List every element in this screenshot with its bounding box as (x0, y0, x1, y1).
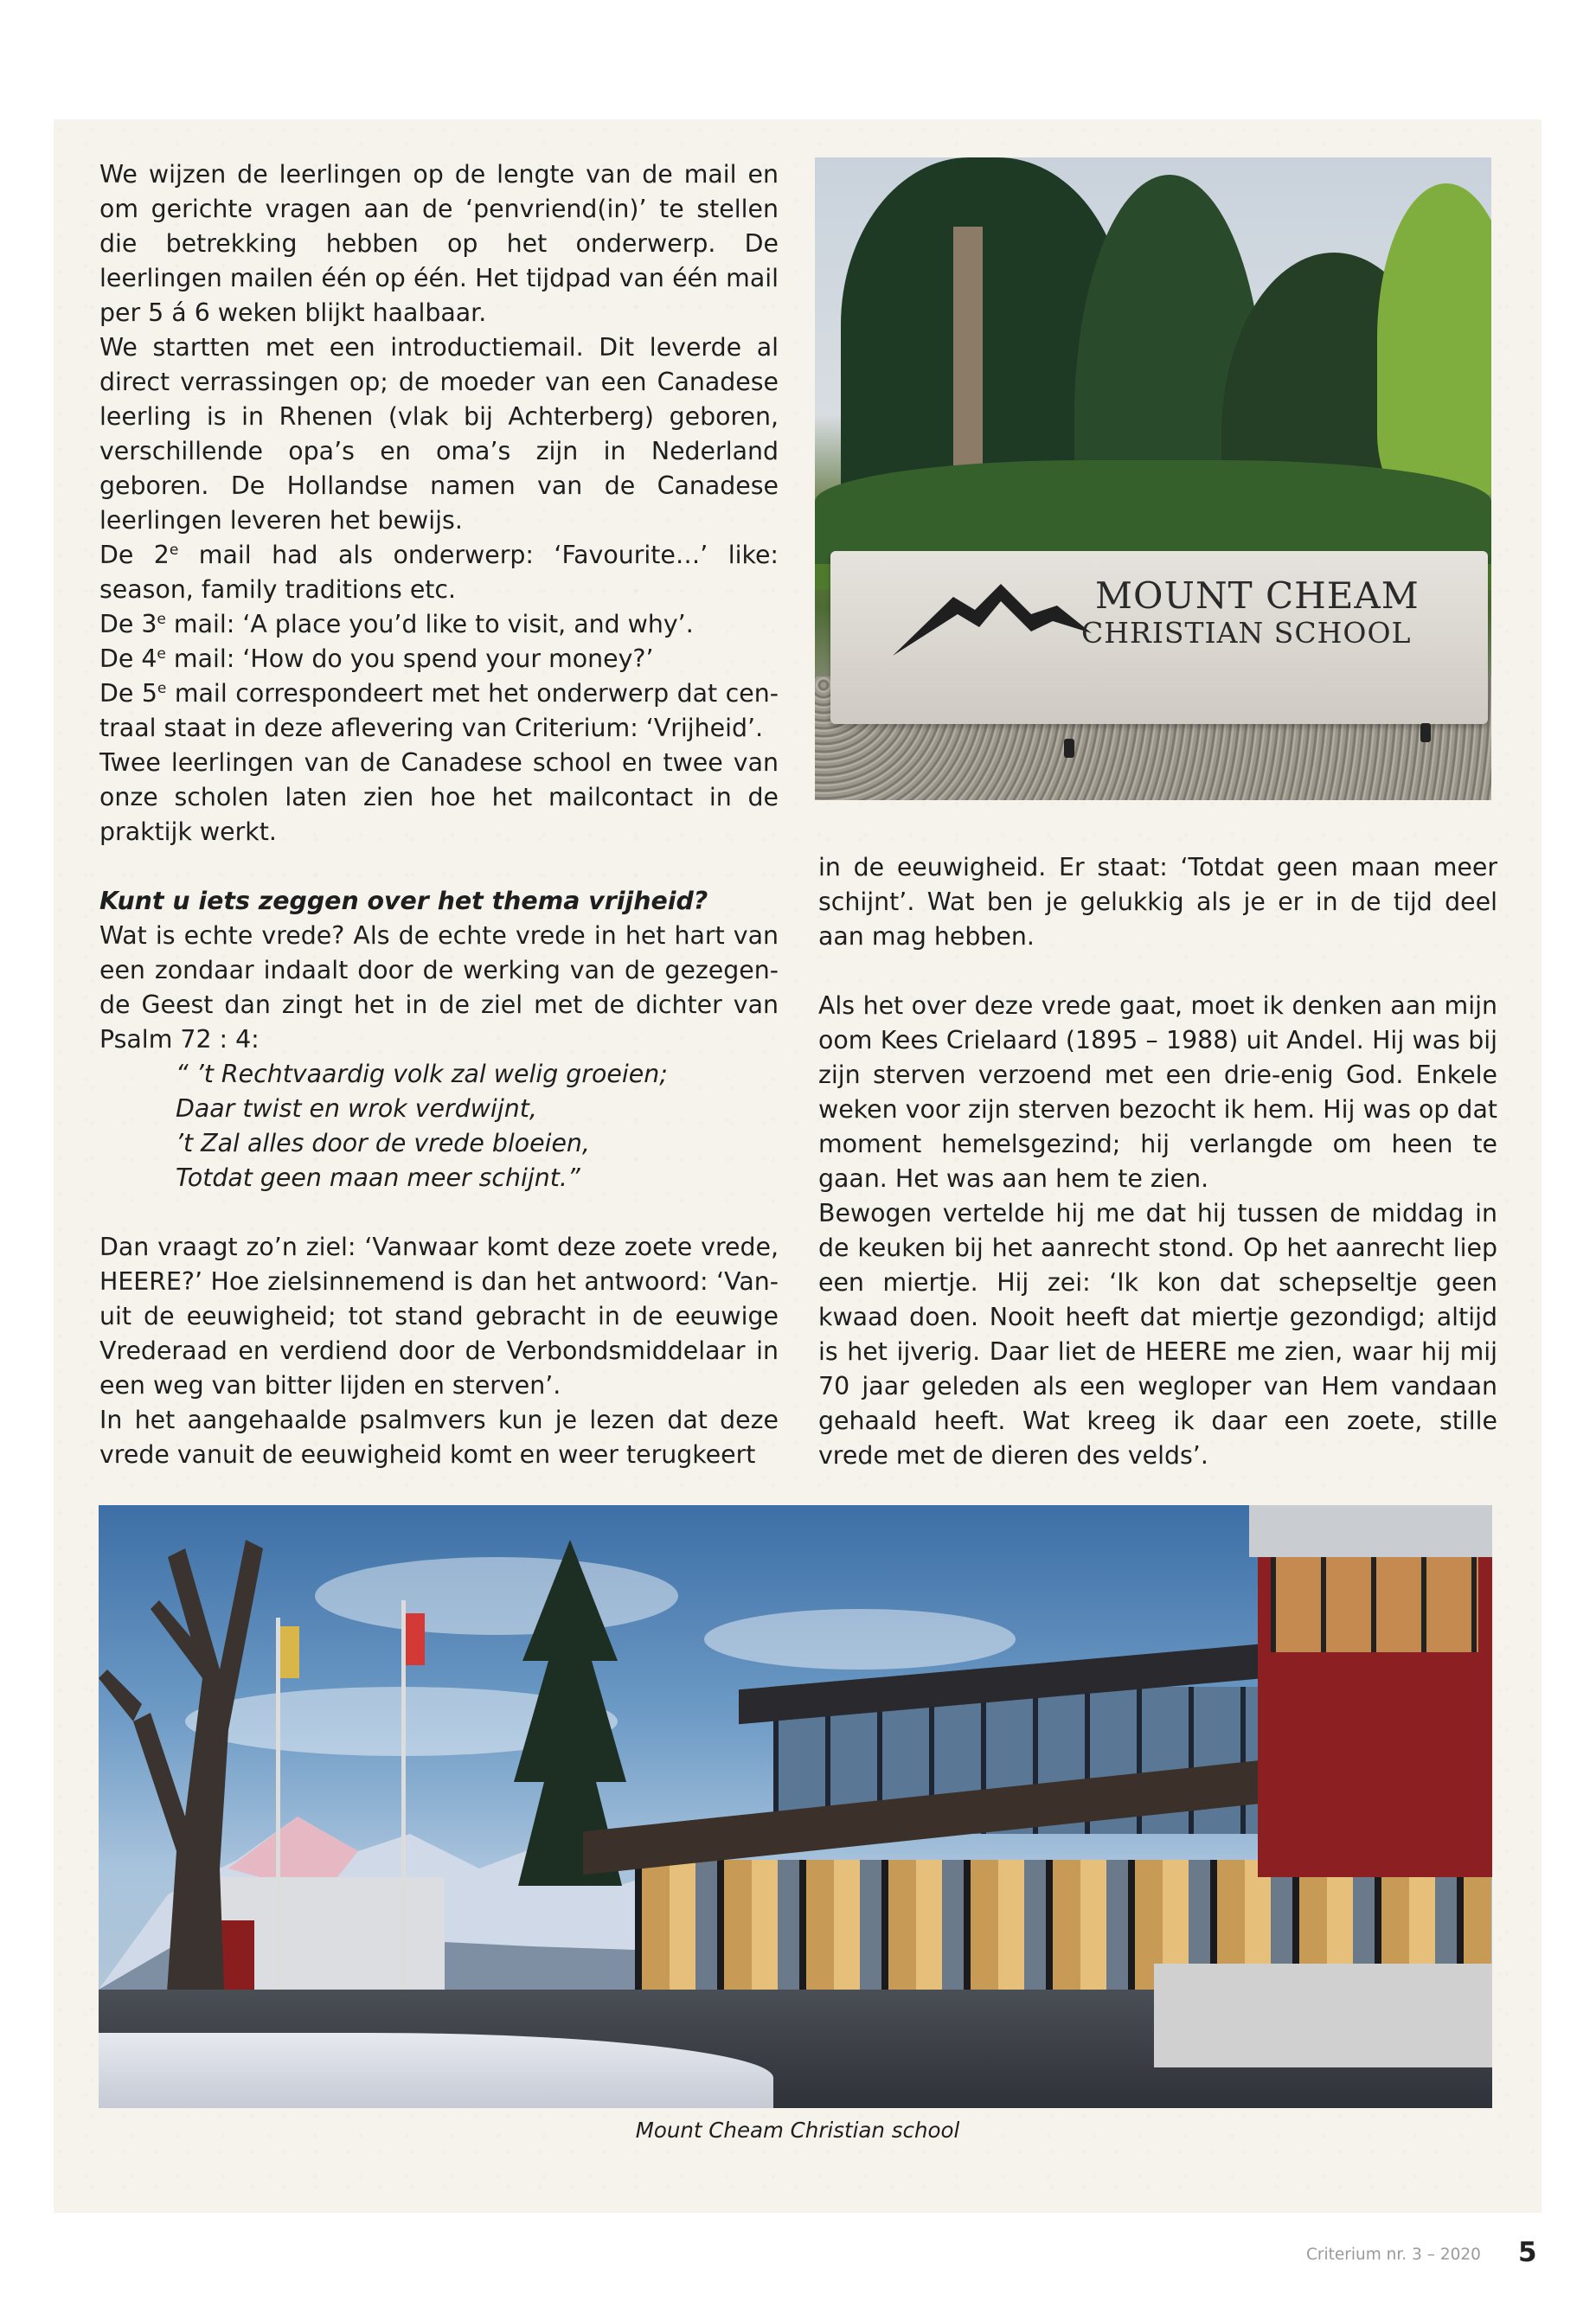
paragraph-mail-4: De 4e mail: ‘How do you spend your money?’ (99, 644, 654, 673)
paragraph-psalm: In het aangehaalde psalmvers kun je lezen dat deze vrede vanuit de eeuwigheid komt en weer terugkeert (99, 1406, 779, 1469)
photo-caption: Mount Cheam Christian school (635, 2118, 960, 2143)
paragraph-mail-2: De 2e mail had als onderwerp: ‘Favourite…’ like: season, family traditions etc. (99, 541, 779, 604)
sign-text-line2: CHRISTIAN SCHOOL (1081, 616, 1412, 650)
psalm-quote (99, 1057, 779, 1195)
paragraph-ant: Bewogen vertelde hij me dat hij tussen de middag in de keuken bij het aanrecht stond. Op het aanrecht liep een miertje. Hij zei: ‘Ik kon dat schepseltje geen kwaad doen. Nooit heeft dat miertje gezondigd; altijd is het ijverig. Daar liet de HEERE me zien, waar hij mij 70 jaar geleden als een wegloper van Hem vandaan gehaald heeft. Wat kreeg ik daar een zoete, stille vrede met de dieren des velds’. (818, 1199, 1497, 1470)
paragraph-mail-length: We wijzen de leerlingen op de lengte van de mail en om gerichte vragen aan de ‘penvriend(in)’ te stellen die betrekking hebben op het onderwerp. De leerlingen mailen één op één. Het tijdpad van één mail per 5 á 6 weken blijkt haalbaar. (99, 160, 779, 327)
publication-footer: Criterium nr. 3 – 2020 (1306, 2246, 1481, 2264)
school-sign-photo (815, 157, 1491, 800)
sign-text-line1: MOUNT CHEAM (1095, 574, 1420, 617)
paragraph-mail-3: De 3e mail: ‘A place you’d like to visit, and why’. (99, 610, 694, 638)
left-column (99, 157, 779, 1472)
paragraph-intro-mail: We startten met een introductiemail. Dit leverde al direct verrassingen op; de moeder van een Canadese leerling is in Rhenen (vlak bij Achterberg) geboren, verschillende opa’s en oma’s zijn in Nederland geboren. De Hollandse namen van de Canadese leerlingen leveren het bewijs. (99, 333, 779, 535)
paragraph-dan: Dan vraagt zo’n ziel: ‘Vanwaar komt deze zoete vrede, HEERE?’ Hoe zielsinnemend is dan het antwoord: ‘Vanuit de eeuwigheid; tot stand gebracht in de eeuwige Vrederaad en verdiend door de Verbondsmiddelaar in een weg van bitter lijden en sterven’. (99, 1233, 779, 1400)
poem-line: Daar twist en wrok verdwijnt, (176, 1094, 537, 1123)
right-column (818, 850, 1497, 1473)
mountain-logo-icon (893, 580, 1092, 657)
paragraph-mail-5: De 5e mail correspondeert met het onderwerp dat centraal staat in deze aflevering van Criterium: ‘Vrijheid’. (99, 679, 779, 742)
page-number: 5 (1518, 2237, 1537, 2268)
paragraph-uncle: Als het over deze vrede gaat, moet ik denken aan mijn oom Kees Crielaard (1895 – 1988) uit Andel. Hij was bij zijn sterven verzoend met een drie-enig God. Enkele weken voor zijn sterven bezocht ik hem. Hij was op dat moment hemelsgezind; hij verlangde om heen te gaan. Het was aan hem te zien. (818, 991, 1497, 1193)
poem-line: ’t Zal alles door de vrede bloeien, (176, 1129, 590, 1157)
school-building-photo (99, 1505, 1492, 2108)
paragraph-students: Twee leerlingen van de Canadese school en twee van onze scholen laten zien hoe het mailcontact in de praktijk werkt. (99, 748, 779, 846)
interview-question: Kunt u iets zeggen over het thema vrijheid? (99, 887, 708, 915)
paragraph-eternity: in de eeuwigheid. Er staat: ‘Totdat geen maan meer schijnt’. Wat ben je gelukkig als je er in de tijd deel aan mag hebben. (818, 853, 1497, 951)
paragraph-answer: Wat is echte vrede? Als de echte vrede in het hart van een zondaar indaalt door de werking van de gezegende Geest dan zingt het in de ziel met de dichter van Psalm 72 : 4: (99, 921, 779, 1054)
poem-line: “ ’t Rechtvaardig volk zal welig groeien; (176, 1060, 668, 1088)
poem-line: Totdat geen maan meer schijnt.” (176, 1163, 580, 1192)
